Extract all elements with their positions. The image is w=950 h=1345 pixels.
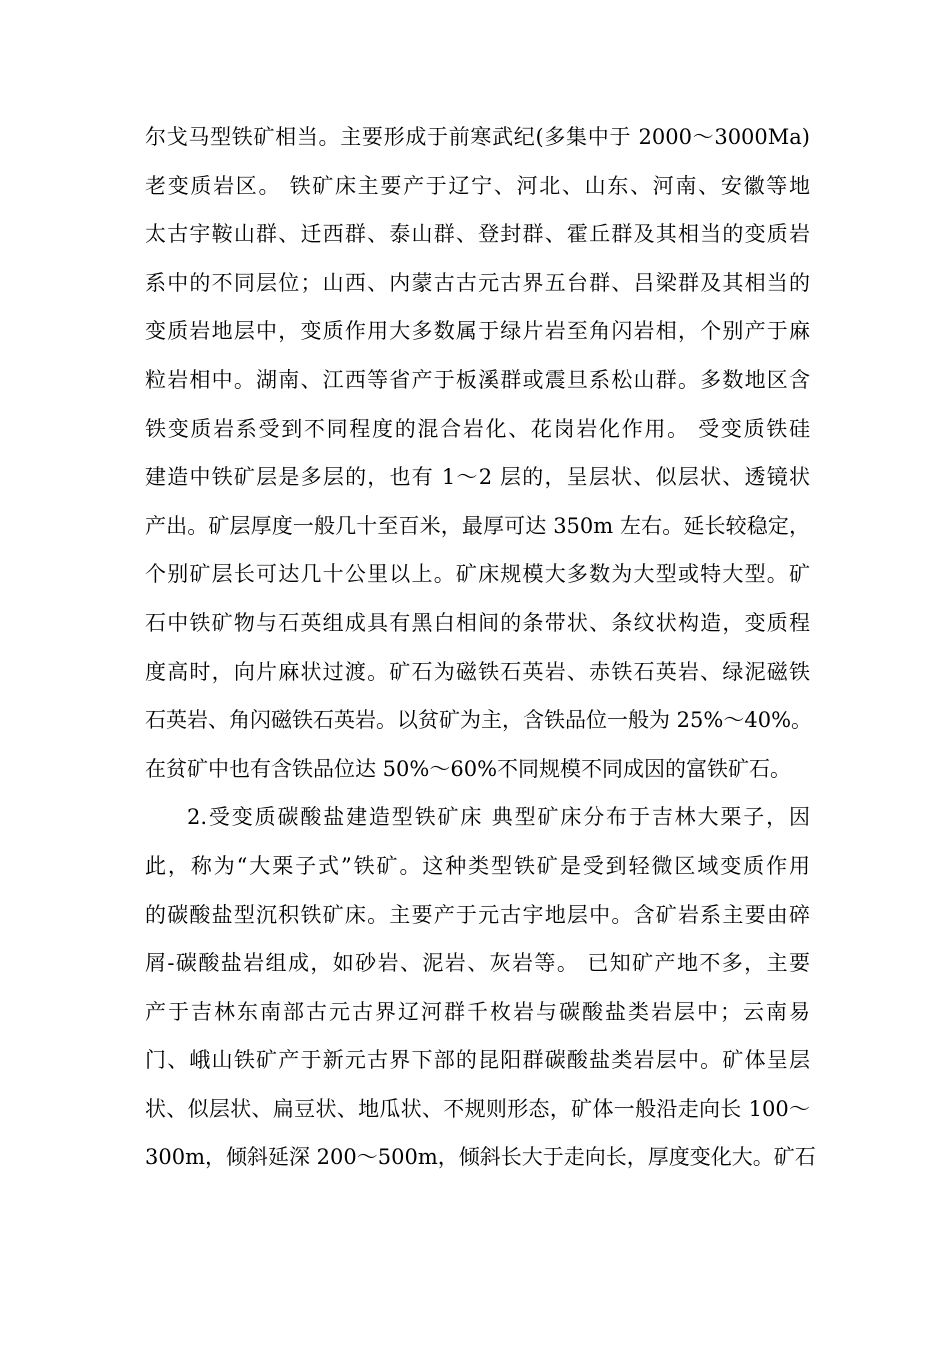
text-line: 变质岩地层中，变质作用大多数属于绿片岩至角闪岩相，个别产于麻 bbox=[145, 319, 810, 344]
text-line: 系中的不同层位；山西、内蒙古古元古界五台群、吕梁群及其相当的 bbox=[145, 270, 810, 295]
text-line: 状、似层状、扁豆状、地瓜状、不规则形态，矿体一般沿走向长 100～ bbox=[145, 1096, 810, 1121]
text-line: 石英岩、角闪磁铁石英岩。以贫矿为主，含铁品位一般为 25%～40%。 bbox=[145, 708, 813, 733]
text-line: 在贫矿中也有含铁品位达 50%～60%不同规模不同成因的富铁矿石。 bbox=[145, 756, 792, 781]
text-line: 铁变质岩系受到不同程度的混合岩化、花岗岩化作用。 受变质铁硅 bbox=[145, 416, 810, 441]
text-line: 度高时，向片麻状过渡。矿石为磁铁石英岩、赤铁石英岩、绿泥磁铁 bbox=[145, 659, 810, 684]
text-line: 产出。矿层厚度一般几十至百米，最厚可达 350m 左右。延长较稳定， bbox=[145, 513, 810, 538]
text-line: 此，称为“大栗子式”铁矿。这种类型铁矿是受到轻微区域变质作用 bbox=[145, 853, 810, 878]
paragraph-heading-line: 2.受变质碳酸盐建造型铁矿床 典型矿床分布于吉林大栗子，因 bbox=[187, 805, 810, 830]
text-line: 石中铁矿物与石英组成具有黑白相间的条带状、条纹状构造，变质程 bbox=[145, 610, 810, 635]
text-line: 老变质岩区。 铁矿床主要产于辽宁、河北、山东、河南、安徽等地 bbox=[145, 173, 810, 198]
text-line: 的碳酸盐型沉积铁矿床。主要产于元古宇地层中。含矿岩系主要由碎 bbox=[145, 902, 810, 927]
text-line: 产于吉林东南部古元古界辽河群千枚岩与碳酸盐类岩层中；云南易 bbox=[145, 999, 810, 1024]
text-line: 300m，倾斜延深 200～500m，倾斜长大于走向长，厚度变化大。矿石 bbox=[145, 1145, 816, 1170]
text-line: 门、峨山铁矿产于新元古界下部的昆阳群碳酸盐类岩层中。矿体呈层 bbox=[145, 1048, 810, 1073]
text-line: 粒岩相中。湖南、江西等省产于板溪群或震旦系松山群。多数地区含 bbox=[145, 367, 810, 392]
text-line: 屑-碳酸盐岩组成，如砂岩、泥岩、灰岩等。 已知矿产地不多，主要 bbox=[145, 951, 810, 976]
text-line: 建造中铁矿层是多层的，也有 1～2 层的，呈层状、似层状、透镜状 bbox=[145, 465, 810, 490]
body-text bbox=[145, 113, 816, 1182]
text-line: 个别矿层长可达几十公里以上。矿床规模大多数为大型或特大型。矿 bbox=[145, 562, 810, 587]
text-line: 尔戈马型铁矿相当。主要形成于前寒武纪(多集中于 2000～3000Ma) bbox=[145, 125, 810, 149]
text-line: 太古宇鞍山群、迁西群、泰山群、登封群、霍丘群及其相当的变质岩 bbox=[145, 222, 810, 247]
